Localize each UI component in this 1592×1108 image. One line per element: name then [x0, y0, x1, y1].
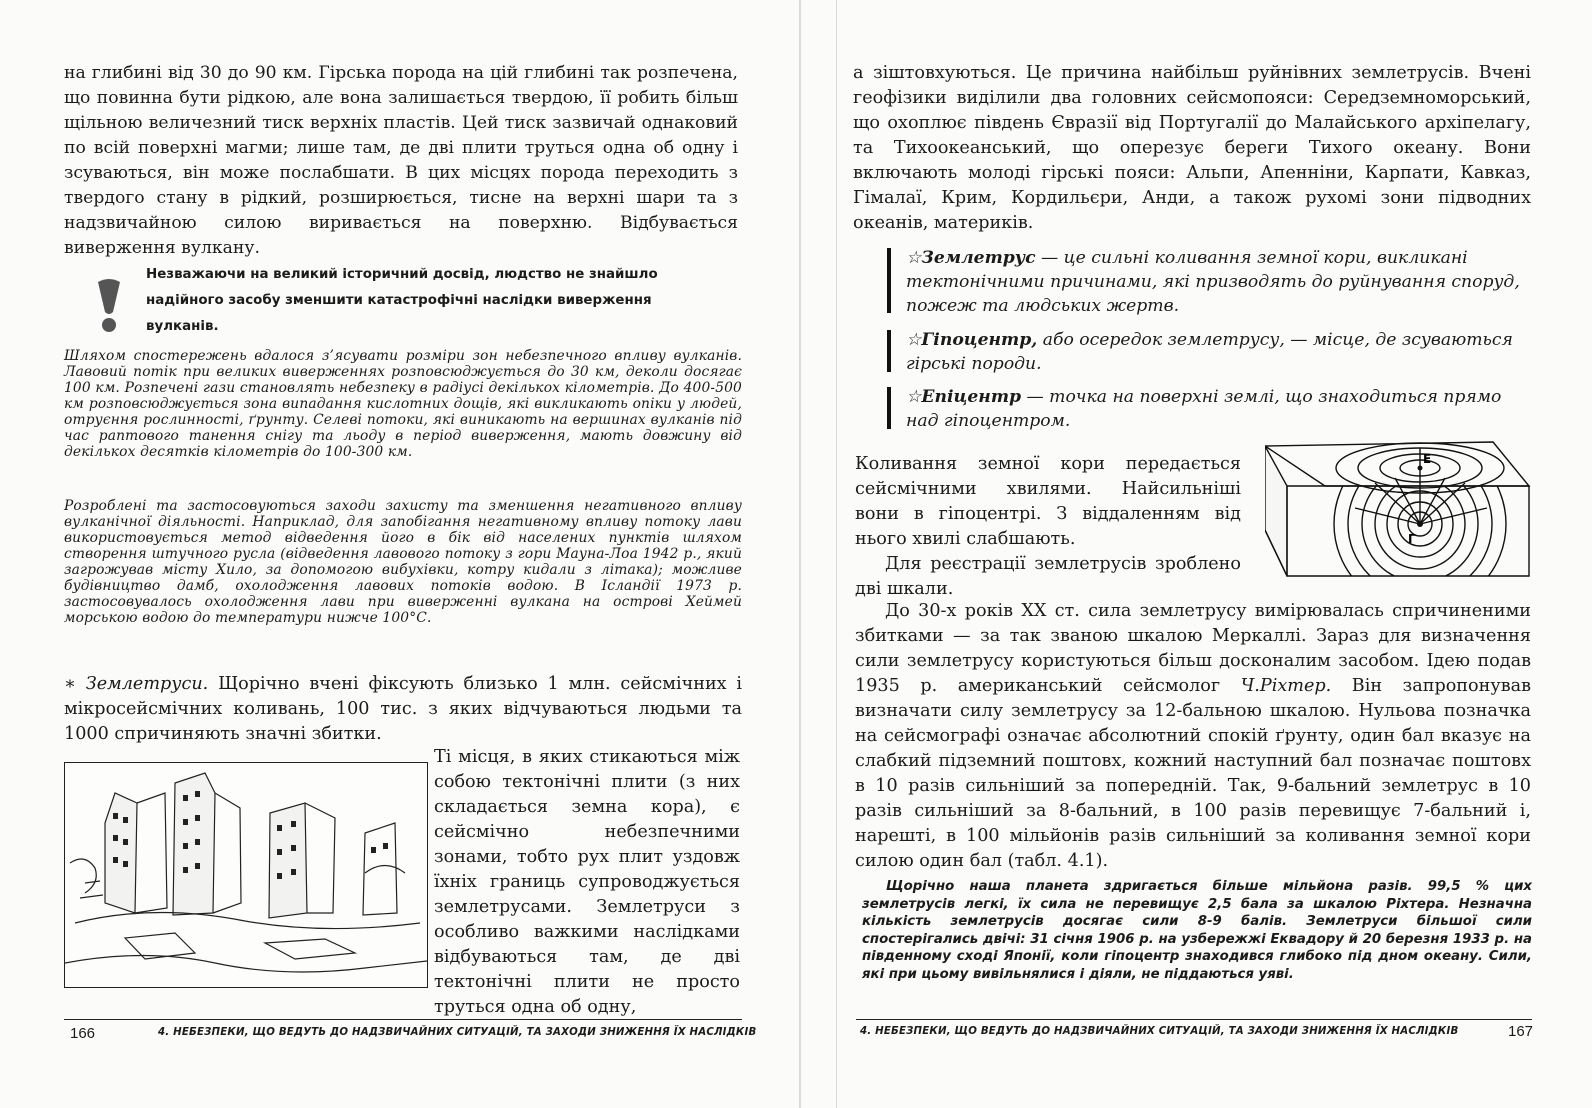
definition-text: — це сильні коливання земної кори, викликані тектонічними причинами, які призводять до руйнування споруд, пожеж та людських жертв. — [906, 248, 1520, 316]
definition-bar — [887, 387, 891, 429]
footer-rule — [856, 1019, 1532, 1020]
earthquake-ruins-illustration — [64, 762, 428, 988]
earthquake-heading: Землетруси. — [85, 674, 209, 694]
seismic-waves-paragraph: Коливання земної кори передається сейсмічними хвилями. Найсильніші вони в гіпоцентрі. З віддаленням від нього хвилі слабшають. — [855, 454, 1241, 549]
earthquake-intro — [64, 672, 742, 747]
richter-name: Ч.Ріхтер. — [1240, 676, 1332, 696]
definition-text: або осередок землетрусу, — місце, де зсуваються гірські породи. — [906, 330, 1513, 374]
volcano-zones-paragraph: Шляхом спостережень вдалося з’ясувати розміри зон небезпечного впливу вулканів. Лавовий потік при великих виверженнях розповсюджується до 30 км, деколи досягає 100 км. Розпечені гази становлять небезпеку в радіусі декількох кілометрів. До 400-500 км розповсюджується зона випадання кислотних дощів, які викликають опіки у людей, отруєння рослинності, ґрунту. Селеві потоки, які виникають на вершинах вулканів під час раптового танення снігу та льоду в період виверження, мають довжину від декількох десятків кілометрів до 100-300 км. — [64, 348, 742, 460]
epicenter-label: Е — [1423, 452, 1432, 466]
earthquake-intro-text: Щорічно вчені фіксують близько 1 млн. сейсмічних і мікросейсмічних коливань, 100 тис. з яких відчуваються людьми та 1000 спричиняють значні збитки. — [64, 674, 743, 744]
exclamation-icon — [94, 278, 124, 334]
footer-rule — [64, 1019, 742, 1020]
hypocenter-epicenter-diagram — [1265, 438, 1535, 580]
tectonic-plates-paragraph: Ті місця, в яких стикаються між собою тектонічні плити (з них складається земна кора), є сейсмічно небезпечними зонами, тобто рух плит уздовж їхніх границь супроводжується землетрусами. Землетруси з особливо важкими наслідками відбуваються там, де дві тектонічні плити не просто труться одна об одну, — [434, 747, 740, 1017]
bullet-marker: ∗ — [64, 674, 76, 694]
definition-bar — [887, 248, 891, 313]
richter-text-b: Він запропонував визначати силу землетрусу за 12-бальною шкалою. Нульова позначка на сейсмографі означає абсолютний спокій ґрунту, один бал вказує на слабкий підземний поштовх, кожний наступний бал позначає поштовх в 10 разів сильніший за попередній. Так, 9-бальний землетрус в 10 разів сильніший за 8-бальний, в 100 разів перевищує 7-бальний і, нарешті, в 100 мільйонів разів сильніший за коливання земної кори силою один бал (табл. 4.1). — [855, 676, 1531, 871]
volcano-protection-paragraph: Розроблені та застосовуються заходи захисту та зменшення негативного впливу вулканічної діяльності. Наприклад, для запобігання негативному впливу потоку лави використовується метод відведення його в бік від населених пунктів шляхом створення штучного русла (відведення лавового потоку з гори Мауна-Лоа 1942 р., який загрожував місту Хило, за допомогою вибухівки, котру кидали з літака); можливе будівництво дамб, охолодження лавових потоків водою. В Ісландії 1973 р. застосовувалось охолодження лави при виверженні вулкана на острові Хеймей морською водою до температури нижче 100°С. — [64, 498, 742, 626]
richter-text-a: До 30-х років XX ст. сила землетрусу вимірювалась спричиненими збитками — за так званою шкалою Меркаллі. Зараз для визначення сили землетрусу користуються більш досконалим засобом. Ідею подав 1935 р. американський сейсмолог — [855, 601, 1531, 696]
volcano-note: Незважаючи на великий історичний досвід, людство не знайшло надійного засобу зменшити катастрофічні наслідки виверження вулканів. — [146, 267, 658, 334]
star-icon: ☆ — [906, 248, 922, 268]
page-number: 167 — [1508, 1023, 1534, 1040]
definition-earthquake — [906, 246, 1530, 318]
star-icon: ☆ — [906, 330, 922, 350]
definition-text: — точка на поверхні землі, що знаходиться прямо над гіпоцентром. — [906, 387, 1502, 431]
richter-paragraph — [855, 599, 1531, 874]
right-paragraph-1: а зіштовхуються. Це причина найбільш руйнівних землетрусів. Вчені геофізики виділили два головних сейсмопояси: Середземноморський, що охоплює південь Євразії від Португалії до Малайського архіпелагу, та Тихоокеанський, що оперезує береги Тихого океану. Вони включають молоді гірські пояси: Альпи, Апенніни, Карпати, Кавказ, Гімалаї, Крим, Кордильєри, Анди, а також рухомі зони підводних океанів, материків. — [853, 63, 1531, 233]
yearly-quakes-note: Щорічно наша планета здригається більше мільйона разів. 99,5 % цих землетрусів легкі, їх сила не перевищує 2,5 бала за шкалою Ріхтера. Незначна кількість землетрусів досягає сили 8-9 балів. Землетруси більшої сили спостерігались двічі: 31 січня 1906 р. на узбережжі Еквадору й 20 березня 1933 р. на південному сході Японії, коли гіпоцентр знаходився глибоко під дном океану. Сили, які при цьому вивільнялися і діяли, не піддаються уяві. — [862, 879, 1532, 982]
definition-bar — [887, 330, 891, 372]
scales-paragraph: Для реєстрації землетрусів зроблено дві шкали. — [855, 554, 1241, 599]
definition-term: Епіцентр — [921, 387, 1022, 407]
definition-hypocenter — [906, 328, 1530, 376]
page-number: 166 — [70, 1025, 96, 1042]
definition-epicenter — [906, 385, 1530, 433]
definition-term: Гіпоцентр, — [921, 330, 1038, 350]
definition-term: Землетрус — [921, 248, 1036, 268]
hypocenter-label: Г — [1408, 532, 1416, 546]
running-title: 4. НЕБЕЗПЕКИ, ЩО ВЕДУТЬ ДО НАДЗВИЧАЙНИХ СИТУАЦІЙ, ТА ЗАХОДИ ЗНИЖЕННЯ ЇХ НАСЛІДКІВ — [860, 1026, 1459, 1037]
left-paragraph-1: на глибині від 30 до 90 км. Гірська порода на цій глибині так розпечена, що повинна бути рідкою, але вона залишається твердою, її робить більш щільною величезний тиск верхніх пластів. Цей тиск зазвичай однаковий по всій поверхні магми; лише там, де дві плити труться одна об одну і зсуваються, він може послабшати. В цих місцях порода переходить з твердого стану в рідкий, розширюється, тисне на верхні шари та з надзвичайною силою виривається на поверхню. Відбувається виверження вулкану. — [64, 63, 738, 258]
star-icon: ☆ — [906, 387, 922, 407]
running-title: 4. НЕБЕЗПЕКИ, ЩО ВЕДУТЬ ДО НАДЗВИЧАЙНИХ СИТУАЦІЙ, ТА ЗАХОДИ ЗНИЖЕННЯ ЇХ НАСЛІДКІВ — [158, 1027, 757, 1038]
right-page — [800, 0, 1592, 1108]
